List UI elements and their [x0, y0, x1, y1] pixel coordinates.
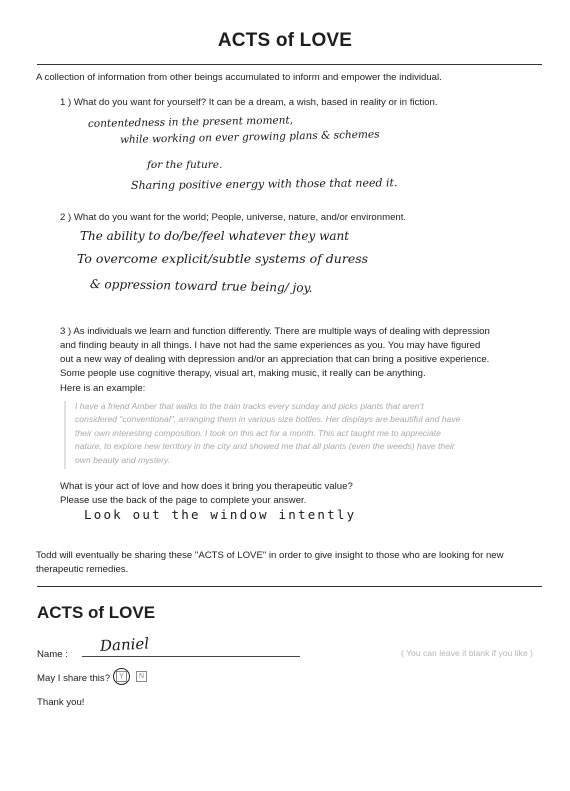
question-2-answer-line: To overcome explicit/subtle systems of duress — [77, 251, 369, 266]
form-divider — [37, 586, 542, 587]
question-1-answer-line: contentedness in the present moment, — [87, 114, 294, 130]
example-line: their own interesting composition. I took on this act for a month. This act taught me to appreciate — [75, 428, 441, 438]
header-divider — [37, 64, 542, 65]
share-yes-checkbox[interactable]: Y — [116, 671, 127, 682]
example-line: I have a friend Amber that walks to the train tracks every sunday and picks plants that aren't — [75, 401, 424, 411]
example-line: nature, to explore new territory in the city and showed me that all plants (even the weeds) have their — [75, 441, 455, 451]
example-line: considered "conventional", arranging them in various size bottles. Her displays are beautiful and have — [75, 414, 461, 424]
question-3-ask-line: What is your act of love and how does it bring you therapeutic value? — [60, 481, 353, 492]
closing-text-line: therapeutic remedies. — [36, 564, 129, 575]
question-1-answer-line: while working on ever growing plans & schemes — [119, 128, 380, 146]
question-3-answer: Look out the window intently — [84, 507, 357, 522]
thank-you-text: Thank you! — [37, 697, 85, 708]
name-label: Name : — [37, 649, 68, 660]
example-label: Here is an example: — [60, 383, 146, 394]
intro-text: A collection of information from other beings accumulated to inform and empower the individual. — [36, 72, 442, 83]
name-hint: ( You can leave it blank if you like ) — [401, 648, 533, 658]
question-3-ask-line: Please use the back of the page to complete your answer. — [60, 495, 307, 506]
page-title: ACTS of LOVE — [217, 30, 353, 51]
question-2-answer-line: & oppression toward true being/ joy. — [89, 277, 313, 295]
question-1-prompt: 1 ) What do you want for yourself? It can be a dream, a wish, based in reality or in fiction. — [60, 97, 438, 108]
form-title: ACTS of LOVE — [37, 603, 156, 622]
example-quote-bar — [64, 401, 66, 469]
question-1-answer-line: for the future. — [147, 159, 223, 171]
closing-text-line: Todd will eventually be sharing these "ACTS of LOVE" in order to give insight to those who are looking for new — [36, 550, 504, 561]
name-signature: Daniel — [99, 634, 150, 655]
question-1-answer-line: Sharing positive energy with those that need it. — [130, 176, 398, 192]
name-field[interactable] — [82, 656, 300, 657]
question-3-text-line: and finding beauty in all things. I have not had the same experiences as you. You may have figured — [60, 340, 481, 351]
example-line: own beauty and mystery. — [75, 455, 170, 465]
share-no-checkbox[interactable]: N — [136, 671, 147, 682]
question-2-answer-line: The ability to do/be/feel whatever they want — [80, 229, 350, 243]
share-label: May I share this? — [37, 673, 111, 684]
question-3-text-line: 3 ) As individuals we learn and function differently. There are multiple ways of dealing with depression — [60, 326, 490, 337]
question-2-prompt: 2 ) What do you want for the world; People, universe, nature, and/or environment. — [60, 212, 407, 223]
question-3-text-line: Some people use cognitive therapy, visual art, making music, it really can be anything. — [60, 368, 426, 379]
question-3-text-line: out a new way of dealing with depression and/or an appreciation that can bring a positive experience. — [60, 354, 490, 365]
